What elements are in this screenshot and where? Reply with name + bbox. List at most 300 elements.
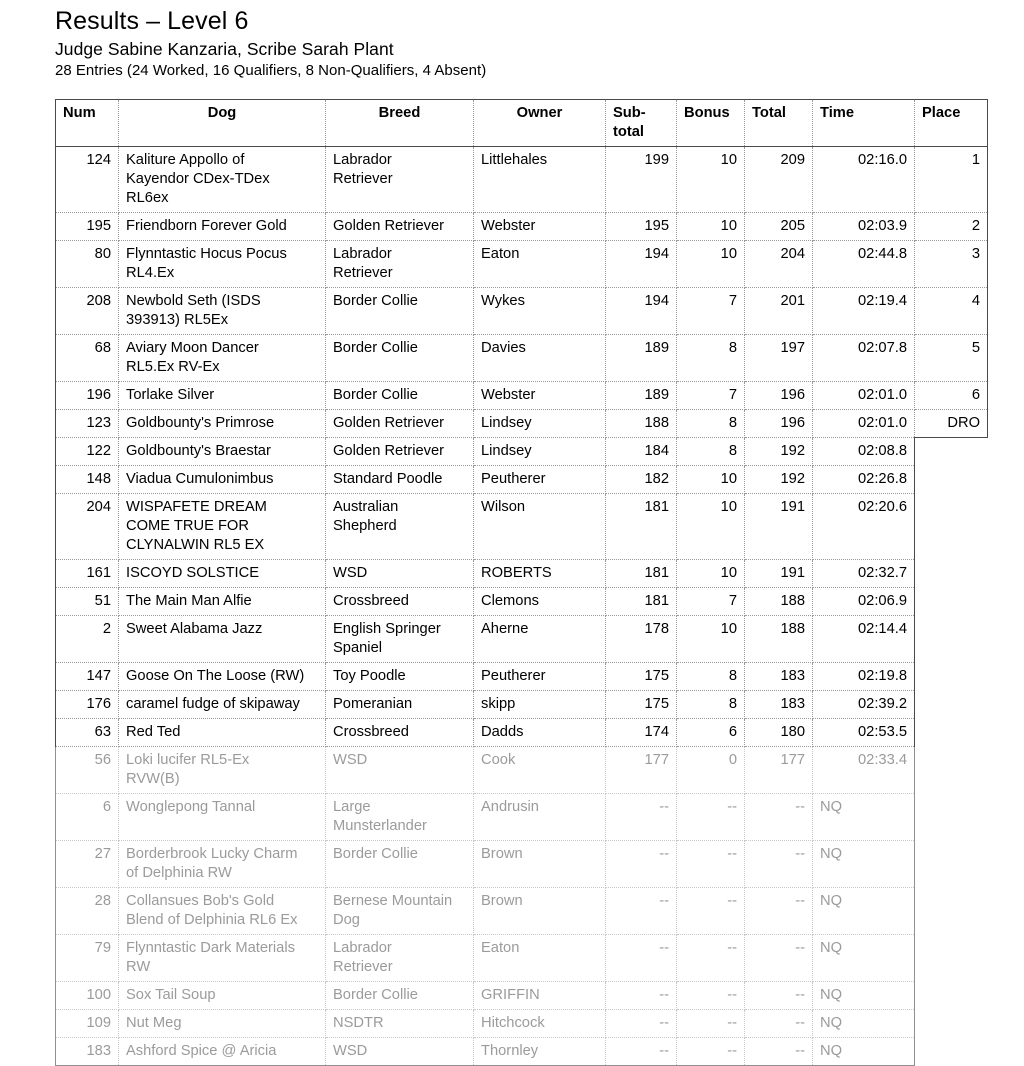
cell-breed-line: Shepherd [333, 518, 397, 534]
cell-owner [474, 841, 606, 888]
cell-owner [474, 663, 606, 691]
cell-time: 02:07.8 [813, 335, 915, 382]
cell-bonus: 8 [677, 335, 745, 382]
cell-owner-line: Eaton [481, 246, 520, 262]
cell-place [915, 691, 988, 719]
entries-summary-line: 28 Entries (24 Worked, 16 Qualifiers, 8 Non-Qualifiers, 4 Absent) [55, 62, 487, 79]
cell-total: 197 [745, 335, 813, 382]
cell-dog [119, 588, 326, 616]
cell-owner [474, 1010, 606, 1038]
cell-num: 51 [56, 588, 119, 616]
cell-dog-line: Red Ted [126, 724, 181, 740]
table-header-row [56, 100, 988, 147]
cell-time: 02:06.9 [813, 588, 915, 616]
table-row [56, 382, 988, 410]
cell-breed-line: Bernese Mountain [333, 893, 453, 909]
cell-owner [474, 888, 606, 935]
cell-sub: 178 [606, 616, 677, 663]
cell-dog-line: Flynntastic Dark Materials [126, 940, 295, 956]
cell-owner [474, 719, 606, 747]
cell-place [915, 588, 988, 616]
cell-total: 177 [745, 747, 813, 794]
cell-breed-line: NSDTR [333, 1015, 384, 1031]
cell-dog-line: ISCOYD SOLSTICE [126, 565, 260, 581]
cell-dog [119, 888, 326, 935]
cell-dog-line: WISPAFETE DREAM [126, 499, 267, 515]
table-row [56, 794, 988, 841]
cell-dog [119, 147, 326, 213]
cell-dog [119, 841, 326, 888]
cell-owner [474, 560, 606, 588]
cell-dog-line: Borderbrook Lucky Charm [126, 846, 298, 862]
cell-num: 161 [56, 560, 119, 588]
table-row [56, 616, 988, 663]
cell-sub: 177 [606, 747, 677, 794]
cell-sub: -- [606, 841, 677, 888]
cell-breed [326, 288, 474, 335]
cell-time: 02:33.4 [813, 747, 915, 794]
cell-dog-line: Friendborn Forever Gold [126, 218, 287, 234]
cell-sub: -- [606, 794, 677, 841]
cell-num: 176 [56, 691, 119, 719]
cell-breed-line: Spaniel [333, 640, 382, 656]
cell-owner [474, 213, 606, 241]
cell-bonus: 7 [677, 382, 745, 410]
cell-owner-line: Lindsey [481, 443, 532, 459]
cell-breed [326, 691, 474, 719]
cell-place [915, 466, 988, 494]
cell-total: 192 [745, 438, 813, 466]
cell-time: 02:01.0 [813, 382, 915, 410]
cell-breed-line: English Springer [333, 621, 441, 637]
cell-dog-line: The Main Man Alfie [126, 593, 252, 609]
cell-breed-line: Golden Retriever [333, 443, 445, 459]
cell-place [915, 982, 988, 1010]
cell-owner-line: Littlehales [481, 152, 548, 168]
cell-total: 192 [745, 466, 813, 494]
cell-dog [119, 494, 326, 560]
cell-owner-line: Peutherer [481, 668, 546, 684]
cell-dog-line: RL5.Ex RV-Ex [126, 359, 220, 375]
cell-owner [474, 794, 606, 841]
cell-num: 109 [56, 1010, 119, 1038]
cell-time: NQ [813, 794, 915, 841]
cell-dog-line: COME TRUE FOR [126, 518, 249, 534]
cell-bonus: 8 [677, 663, 745, 691]
table-row [56, 410, 988, 438]
cell-dog [119, 794, 326, 841]
cell-num: 100 [56, 982, 119, 1010]
cell-time: 02:44.8 [813, 241, 915, 288]
cell-owner [474, 935, 606, 982]
cell-dog-line: Sox Tail Soup [126, 987, 216, 1003]
cell-owner [474, 616, 606, 663]
cell-dog [119, 691, 326, 719]
cell-place: 4 [915, 288, 988, 335]
cell-breed-line: Pomeranian [333, 696, 413, 712]
cell-total: 196 [745, 410, 813, 438]
cell-dog-line: Goldbounty's Braestar [126, 443, 271, 459]
cell-place [915, 888, 988, 935]
cell-dog [119, 719, 326, 747]
cell-owner-line: Brown [481, 893, 523, 909]
cell-owner-line: Aherne [481, 621, 529, 637]
cell-dog [119, 382, 326, 410]
cell-owner-line: Brown [481, 846, 523, 862]
cell-num: 27 [56, 841, 119, 888]
cell-dog-line: RL6ex [126, 190, 169, 206]
cell-dog-line: Torlake Silver [126, 387, 215, 403]
cell-total: -- [745, 982, 813, 1010]
cell-num: 28 [56, 888, 119, 935]
cell-dog-line: Viadua Cumulonimbus [126, 471, 274, 487]
cell-owner [474, 494, 606, 560]
table-row [56, 438, 988, 466]
cell-owner-line: Wilson [481, 499, 526, 515]
cell-dog [119, 1010, 326, 1038]
cell-bonus: 7 [677, 288, 745, 335]
cell-sub: 194 [606, 241, 677, 288]
cell-owner [474, 241, 606, 288]
cell-bonus: 10 [677, 213, 745, 241]
table-row [56, 335, 988, 382]
column-header-breed: Breed [326, 100, 474, 147]
cell-sub: -- [606, 888, 677, 935]
cell-dog-line: Collansues Bob's Gold [126, 893, 275, 909]
cell-place [915, 794, 988, 841]
cell-breed-line: Labrador [333, 152, 392, 168]
cell-bonus: -- [677, 841, 745, 888]
cell-dog [119, 560, 326, 588]
cell-num: 56 [56, 747, 119, 794]
cell-num: 204 [56, 494, 119, 560]
cell-dog-line: Goose On The Loose (RW) [126, 668, 305, 684]
cell-place [915, 747, 988, 794]
cell-dog [119, 747, 326, 794]
cell-total: 183 [745, 691, 813, 719]
cell-owner [474, 982, 606, 1010]
cell-bonus: -- [677, 888, 745, 935]
table-row [56, 841, 988, 888]
cell-total: 209 [745, 147, 813, 213]
cell-sub: -- [606, 1038, 677, 1066]
cell-place [915, 719, 988, 747]
cell-owner-line: Wykes [481, 293, 525, 309]
cell-sub: 175 [606, 663, 677, 691]
cell-breed [326, 935, 474, 982]
cell-time: 02:26.8 [813, 466, 915, 494]
cell-time: 02:32.7 [813, 560, 915, 588]
cell-breed [326, 616, 474, 663]
cell-dog [119, 616, 326, 663]
cell-total: 205 [745, 213, 813, 241]
cell-sub: 184 [606, 438, 677, 466]
cell-bonus: -- [677, 982, 745, 1010]
cell-place [915, 663, 988, 691]
cell-time: 02:19.8 [813, 663, 915, 691]
cell-sub: 189 [606, 335, 677, 382]
cell-owner-line: Lindsey [481, 415, 532, 431]
cell-place [915, 841, 988, 888]
table-row [56, 241, 988, 288]
cell-sub: 175 [606, 691, 677, 719]
cell-breed-line: Labrador [333, 940, 392, 956]
cell-bonus: 7 [677, 588, 745, 616]
cell-breed [326, 382, 474, 410]
cell-place: 1 [915, 147, 988, 213]
cell-breed [326, 438, 474, 466]
cell-dog-line: 393913) RL5Ex [126, 312, 229, 328]
table-body [56, 147, 988, 1066]
cell-time: 02:53.5 [813, 719, 915, 747]
cell-breed [326, 588, 474, 616]
cell-bonus: 10 [677, 616, 745, 663]
cell-bonus: 8 [677, 438, 745, 466]
cell-owner-line: Davies [481, 340, 526, 356]
cell-total: 191 [745, 560, 813, 588]
cell-time: 02:16.0 [813, 147, 915, 213]
cell-total: 196 [745, 382, 813, 410]
cell-owner-line: Peutherer [481, 471, 546, 487]
cell-dog [119, 663, 326, 691]
column-header-time: Time [813, 100, 915, 147]
cell-num: 147 [56, 663, 119, 691]
cell-owner [474, 288, 606, 335]
cell-total: 188 [745, 616, 813, 663]
cell-breed-line: WSD [333, 752, 368, 768]
cell-dog-line: Ashford Spice @ Aricia [126, 1043, 277, 1059]
cell-place: 2 [915, 213, 988, 241]
cell-dog-line: Kayendor CDex-TDex [126, 171, 270, 187]
cell-total: 180 [745, 719, 813, 747]
cell-dog-line: RL4.Ex [126, 265, 175, 281]
cell-breed-line: Border Collie [333, 987, 418, 1003]
cell-total: -- [745, 1010, 813, 1038]
cell-breed-line: Border Collie [333, 340, 418, 356]
cell-dog-line: Kaliture Appollo of [126, 152, 245, 168]
cell-breed [326, 410, 474, 438]
document-header [0, 0, 1024, 81]
cell-dog [119, 241, 326, 288]
cell-place [915, 1038, 988, 1066]
cell-dog [119, 213, 326, 241]
cell-sub: 181 [606, 588, 677, 616]
cell-breed [326, 719, 474, 747]
cell-bonus: -- [677, 1038, 745, 1066]
cell-breed-line: Golden Retriever [333, 415, 445, 431]
column-header-total: Total [745, 100, 813, 147]
cell-num: 183 [56, 1038, 119, 1066]
cell-time: 02:14.4 [813, 616, 915, 663]
cell-breed [326, 888, 474, 935]
cell-owner-line: Dadds [481, 724, 524, 740]
cell-num: 122 [56, 438, 119, 466]
cell-bonus: 10 [677, 241, 745, 288]
cell-num: 195 [56, 213, 119, 241]
cell-bonus: 6 [677, 719, 745, 747]
cell-owner-line: Thornley [481, 1043, 539, 1059]
cell-time: NQ [813, 982, 915, 1010]
cell-breed-line: Labrador [333, 246, 392, 262]
cell-total: -- [745, 841, 813, 888]
cell-dog-line: RVW(B) [126, 771, 180, 787]
cell-breed [326, 663, 474, 691]
cell-breed [326, 241, 474, 288]
cell-bonus: 10 [677, 466, 745, 494]
cell-dog-line: Goldbounty's Primrose [126, 415, 275, 431]
cell-owner-line: Andrusin [481, 799, 539, 815]
cell-breed [326, 747, 474, 794]
cell-num: 208 [56, 288, 119, 335]
column-header-dog: Dog [119, 100, 326, 147]
cell-num: 80 [56, 241, 119, 288]
cell-time: 02:39.2 [813, 691, 915, 719]
cell-bonus: 10 [677, 494, 745, 560]
cell-breed-line: Retriever [333, 959, 393, 975]
table-row [56, 719, 988, 747]
cell-dog [119, 935, 326, 982]
cell-num: 79 [56, 935, 119, 982]
cell-time: 02:20.6 [813, 494, 915, 560]
cell-dog [119, 982, 326, 1010]
cell-dog-line: Newbold Seth (ISDS [126, 293, 261, 309]
cell-bonus: 8 [677, 691, 745, 719]
cell-breed-line: Large [333, 799, 371, 815]
table-row [56, 888, 988, 935]
cell-breed-line: Standard Poodle [333, 471, 443, 487]
cell-bonus: 10 [677, 560, 745, 588]
cell-breed-line: Retriever [333, 171, 393, 187]
cell-place [915, 494, 988, 560]
cell-time: 02:01.0 [813, 410, 915, 438]
cell-sub: -- [606, 935, 677, 982]
cell-total: -- [745, 888, 813, 935]
cell-dog-line: CLYNALWIN RL5 EX [126, 537, 265, 553]
table-row [56, 1038, 988, 1066]
column-header-owner: Owner [474, 100, 606, 147]
cell-owner [474, 466, 606, 494]
column-header-bonus: Bonus [677, 100, 745, 147]
cell-dog [119, 1038, 326, 1066]
table-row [56, 288, 988, 335]
cell-breed-line: Crossbreed [333, 593, 409, 609]
cell-place [915, 560, 988, 588]
cell-owner [474, 147, 606, 213]
cell-owner [474, 410, 606, 438]
cell-time: NQ [813, 888, 915, 935]
cell-owner [474, 382, 606, 410]
column-header-place: Place [915, 100, 988, 147]
cell-sub: 199 [606, 147, 677, 213]
results-table [55, 99, 988, 1066]
results-table-container [55, 99, 989, 1066]
cell-total: 191 [745, 494, 813, 560]
cell-breed [326, 335, 474, 382]
cell-dog [119, 410, 326, 438]
cell-dog-line: caramel fudge of skipaway [126, 696, 300, 712]
cell-dog-line: Loki lucifer RL5-Ex [126, 752, 250, 768]
cell-breed [326, 1010, 474, 1038]
cell-dog-line: Aviary Moon Dancer [126, 340, 259, 356]
cell-breed [326, 147, 474, 213]
cell-breed-line: Border Collie [333, 293, 418, 309]
cell-sub: 195 [606, 213, 677, 241]
cell-bonus: -- [677, 794, 745, 841]
cell-dog-line: Flynntastic Hocus Pocus [126, 246, 287, 262]
cell-breed-line: WSD [333, 1043, 368, 1059]
cell-sub: -- [606, 982, 677, 1010]
cell-owner-line: GRIFFIN [481, 987, 540, 1003]
table-row [56, 747, 988, 794]
table-row [56, 691, 988, 719]
cell-total: 183 [745, 663, 813, 691]
cell-owner-line: Eaton [481, 940, 520, 956]
cell-time: 02:19.4 [813, 288, 915, 335]
cell-dog-line: Nut Meg [126, 1015, 182, 1031]
cell-owner [474, 747, 606, 794]
cell-breed [326, 841, 474, 888]
cell-num: 196 [56, 382, 119, 410]
cell-breed-line: Golden Retriever [333, 218, 445, 234]
table-row [56, 935, 988, 982]
cell-breed-line: WSD [333, 565, 368, 581]
cell-breed-line: Dog [333, 912, 360, 928]
cell-bonus: 8 [677, 410, 745, 438]
cell-bonus: -- [677, 935, 745, 982]
cell-total: -- [745, 1038, 813, 1066]
column-header-num: Num [56, 100, 119, 147]
cell-place: 6 [915, 382, 988, 410]
column-header-subtotal [606, 100, 677, 147]
cell-place: 5 [915, 335, 988, 382]
cell-sub: -- [606, 1010, 677, 1038]
table-row [56, 494, 988, 560]
cell-bonus: 0 [677, 747, 745, 794]
table-row [56, 588, 988, 616]
cell-bonus: -- [677, 1010, 745, 1038]
cell-breed-line: Border Collie [333, 387, 418, 403]
cell-bonus: 10 [677, 147, 745, 213]
cell-owner-line: Hitchcock [481, 1015, 545, 1031]
cell-total: 188 [745, 588, 813, 616]
cell-sub: 188 [606, 410, 677, 438]
cell-dog-line: RW [126, 959, 151, 975]
cell-breed [326, 466, 474, 494]
cell-num: 68 [56, 335, 119, 382]
cell-num: 2 [56, 616, 119, 663]
cell-place [915, 616, 988, 663]
column-header-subtotal-line1: Sub- [613, 105, 646, 121]
cell-owner [474, 438, 606, 466]
cell-num: 148 [56, 466, 119, 494]
cell-breed-line: Australian [333, 499, 399, 515]
cell-total: -- [745, 794, 813, 841]
cell-time: NQ [813, 1038, 915, 1066]
cell-dog-line: Sweet Alabama Jazz [126, 621, 263, 637]
cell-breed [326, 982, 474, 1010]
cell-owner-line: Webster [481, 218, 536, 234]
cell-time: NQ [813, 841, 915, 888]
cell-dog-line: of Delphinia RW [126, 865, 232, 881]
cell-owner-line: skipp [481, 696, 516, 712]
cell-breed-line: Retriever [333, 265, 393, 281]
cell-owner [474, 1038, 606, 1066]
cell-dog [119, 335, 326, 382]
cell-breed-line: Border Collie [333, 846, 418, 862]
cell-num: 124 [56, 147, 119, 213]
cell-total: 204 [745, 241, 813, 288]
cell-time: NQ [813, 1010, 915, 1038]
